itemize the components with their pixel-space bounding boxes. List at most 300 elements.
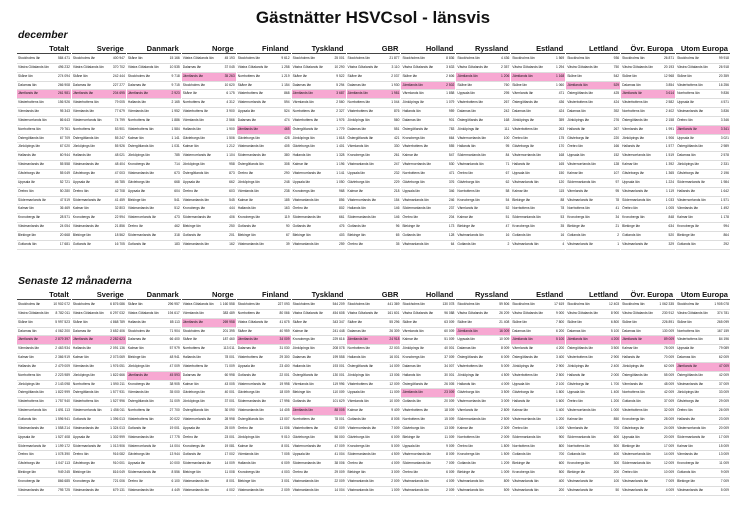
guest-nights-value: 101 629 — [332, 399, 345, 404]
table-row — [292, 451, 346, 460]
table-row — [676, 197, 730, 206]
county-name: Jämtlands län — [72, 91, 94, 96]
county-name: Gävleborgs län — [622, 425, 645, 430]
county-name: Skåne län — [237, 328, 253, 333]
table-row — [511, 126, 565, 135]
guest-nights-value: 96 — [395, 224, 400, 229]
guest-nights-value: 2 578 — [720, 153, 729, 158]
guest-nights-value: 1 906 — [665, 135, 675, 140]
county-name: Hallands län — [677, 188, 696, 193]
table-row — [401, 64, 455, 73]
county-name: Västmanlands län — [237, 144, 264, 149]
county-name: Hallands län — [347, 206, 366, 211]
guest-nights-value: 4 — [562, 241, 565, 246]
county-name: Västmanlands län — [677, 109, 704, 114]
table-column — [511, 44, 565, 250]
county-name: Kalmar län — [457, 215, 474, 220]
guest-nights-value: 19 081 — [224, 443, 235, 448]
guest-nights-value: 604 — [174, 188, 180, 193]
county-name: Gotlands län — [622, 399, 641, 404]
county-name: Stockholms län — [72, 302, 96, 306]
table-column — [182, 44, 236, 250]
county-name: Västernorrlands län — [292, 170, 322, 175]
table-row — [72, 354, 126, 363]
county-name: Blekinge län — [677, 232, 696, 237]
county-name: Värmlands län — [457, 206, 479, 211]
county-name: Gävleborgs län — [347, 179, 370, 184]
county-name: Västra Götalands län — [127, 64, 159, 69]
guest-nights-value: 359 — [558, 117, 565, 122]
county-name: Södermanlands län — [72, 443, 102, 448]
table-row — [237, 319, 291, 328]
guest-nights-value: 560 — [393, 117, 400, 122]
county-name: Kronobergs län — [677, 224, 700, 229]
guest-nights-value: 6 100 — [171, 478, 180, 483]
table-row — [566, 363, 620, 372]
table-row — [237, 117, 291, 126]
guest-nights-value: 1 757 940 — [55, 399, 70, 404]
guest-nights-value: 2 560 — [336, 100, 345, 105]
guest-nights-value: 901 — [448, 117, 455, 122]
county-name: Södermanlands län — [567, 434, 596, 439]
guest-nights-value: 7 800 — [555, 319, 565, 324]
guest-nights-value: 55 558 — [59, 162, 70, 167]
guest-nights-value: 3 009 — [391, 470, 400, 475]
county-name: Västmanlands län — [347, 478, 374, 483]
guest-nights-value: 39 — [285, 241, 290, 246]
guest-nights-value: 168 — [558, 153, 565, 158]
table-row — [292, 372, 346, 381]
guest-nights-value: 100 — [613, 478, 620, 483]
table-row — [401, 345, 455, 354]
guest-nights-value: 2 091 136 — [110, 346, 125, 351]
county-name: Gävleborgs län — [72, 170, 96, 175]
table-row — [17, 108, 71, 117]
guest-nights-value: 8 005 — [391, 416, 400, 421]
county-name: Södermanlands län — [72, 197, 102, 202]
county-name: Jämtlands län — [567, 337, 588, 342]
county-name: Uppsala län — [237, 109, 256, 114]
table-row — [237, 90, 291, 99]
table-row — [292, 469, 346, 478]
guest-nights-value: 10 009 — [663, 470, 675, 475]
table-row — [511, 161, 565, 170]
county-name: Hallands län — [182, 126, 201, 131]
table-row — [292, 117, 346, 126]
guest-nights-value: 795 725 — [58, 487, 70, 492]
table-row — [347, 90, 401, 99]
column-header: Övr. Europa — [621, 290, 675, 300]
guest-nights-value: 201 395 — [222, 328, 235, 333]
table-row — [676, 55, 730, 64]
guest-nights-value: 265 099 — [717, 319, 729, 324]
guest-nights-value: 86 643 — [59, 117, 70, 122]
county-name: Gävleborgs län — [457, 179, 480, 184]
guest-nights-value: 2 158 — [665, 117, 675, 122]
guest-nights-value: 3 500 — [610, 346, 620, 351]
table-row — [566, 82, 620, 91]
table-row — [347, 117, 401, 126]
table-row — [621, 310, 675, 319]
county-name: Västra Götalands län — [237, 319, 269, 324]
county-name: Västmanlands län — [512, 241, 539, 246]
table-row — [511, 451, 565, 460]
table-row — [292, 73, 346, 82]
guest-nights-value: 380 — [284, 153, 290, 158]
guest-nights-value: 1 952 — [171, 109, 180, 114]
county-name: Kronobergs län — [622, 215, 645, 220]
guest-nights-value: 785 — [174, 153, 180, 158]
county-name: Västerbottens län — [18, 399, 44, 404]
county-name: Norrbottens län — [72, 126, 96, 131]
guest-nights-value: 261 981 — [58, 91, 70, 96]
county-name: Örebro län — [18, 188, 34, 193]
county-name: Västra Götalands län — [512, 310, 544, 315]
guest-nights-value: 37 001 — [224, 399, 235, 404]
county-name: Gävleborgs län — [512, 144, 535, 149]
table-row — [566, 232, 620, 241]
guest-nights-value: 802 — [339, 206, 345, 211]
guest-nights-value: 26 209 — [499, 310, 510, 315]
county-name: Jönköpings län — [237, 179, 260, 184]
table-row — [72, 460, 126, 469]
county-name: Skåne län — [127, 56, 143, 60]
table-row — [511, 223, 565, 232]
table-row — [401, 90, 455, 99]
county-name: Jönköpings län — [457, 126, 480, 131]
county-name: Östergötlands län — [292, 372, 319, 377]
table-row — [17, 407, 71, 416]
county-name: Värmlands län — [18, 346, 40, 351]
table-row — [456, 336, 510, 345]
county-name: Västerbottens län — [237, 91, 264, 96]
guest-nights-value: 16 — [560, 232, 565, 237]
table-row — [237, 188, 291, 197]
county-name: Blekinge län — [512, 461, 531, 466]
guest-nights-value: 600 — [613, 434, 620, 439]
guest-nights-value: 1 212 — [226, 144, 235, 149]
county-name: Värmlands län — [677, 206, 699, 211]
table-row — [17, 363, 71, 372]
county-name: Gävleborgs län — [182, 390, 205, 395]
guest-nights-value: 500 — [613, 443, 620, 448]
table-row — [566, 73, 620, 82]
guest-nights-value: 296 957 — [167, 302, 180, 306]
table-row — [237, 126, 291, 135]
county-name: Gotlands län — [677, 470, 696, 475]
guest-nights-value: 3 614 — [665, 91, 675, 96]
county-name: Skåne län — [622, 73, 637, 78]
guest-nights-value: 37 009 — [663, 399, 675, 404]
guest-nights-value: 38 006 — [334, 461, 345, 466]
guest-nights-value: 25 009 — [224, 425, 235, 430]
guest-nights-value: 19 998 — [279, 381, 290, 386]
table-row — [566, 434, 620, 443]
table-row — [511, 90, 565, 99]
county-name: Jönköpings län — [347, 117, 370, 122]
county-name: Blekinge län — [347, 232, 366, 237]
table-row — [456, 55, 510, 64]
county-name: Hallands län — [622, 355, 641, 360]
county-name: Västmanlands län — [622, 487, 649, 492]
table-row — [566, 469, 620, 478]
guest-nights-value: 403 — [339, 232, 345, 237]
guest-nights-value: 2 366 919 — [55, 355, 70, 360]
guest-nights-value: 9 715 — [171, 82, 180, 87]
county-name: Västerbottens län — [182, 363, 209, 368]
guest-nights-value: 79 761 — [59, 126, 70, 131]
table-row — [17, 170, 71, 179]
table-row — [566, 135, 620, 144]
guest-nights-value: 6 297 032 — [110, 310, 125, 315]
table-row — [621, 372, 675, 381]
table-column — [127, 290, 181, 496]
county-name: Västra Götalands län — [677, 310, 708, 315]
county-name: Kalmar län — [72, 206, 89, 211]
guest-nights-value: 346 — [448, 188, 455, 193]
county-name: Värmlands län — [622, 126, 644, 131]
county-name: Kronobergs län — [622, 416, 645, 421]
table-row — [456, 214, 510, 223]
table-row — [237, 328, 291, 337]
guest-nights-value: 1 401 — [336, 144, 345, 149]
county-name: Norrbottens län — [512, 443, 535, 448]
county-name: Jämtlands län — [622, 91, 643, 96]
table-12-months — [17, 290, 730, 496]
table-row — [676, 223, 730, 232]
guest-nights-value: 47 — [505, 224, 510, 229]
guest-nights-value: 318 — [174, 232, 180, 237]
county-name: Uppsala län — [567, 390, 585, 395]
guest-nights-value: 55 296 — [389, 319, 400, 324]
table-row — [237, 170, 291, 179]
table-row — [292, 425, 346, 434]
guest-nights-value: 1 050 — [336, 179, 345, 184]
guest-nights-value: 330 — [393, 144, 400, 149]
table-row — [347, 363, 401, 372]
county-name: Uppsala län — [567, 153, 585, 158]
guest-nights-value: 38 905 — [169, 381, 180, 386]
county-name: Västerbottens län — [457, 100, 484, 105]
county-name: Kalmar län — [347, 408, 364, 413]
county-name: Örebro län — [127, 224, 144, 229]
guest-nights-value: 29 300 — [279, 355, 290, 360]
table-row — [511, 398, 565, 407]
county-name: Östergötlands län — [237, 416, 264, 421]
table-row — [182, 241, 236, 250]
table-row — [676, 188, 730, 197]
table-row — [17, 197, 71, 206]
guest-nights-value: 146 — [393, 215, 400, 220]
county-name: Uppsala län — [18, 434, 36, 439]
county-name: Västmanlands län — [127, 170, 155, 175]
table-row — [566, 301, 620, 310]
county-name: Skåne län — [512, 319, 527, 324]
county-name: Västernorrlands län — [567, 408, 596, 413]
table-row — [127, 55, 181, 64]
county-name: Blekinge län — [237, 478, 256, 483]
table-row — [237, 179, 291, 188]
guest-nights-value: 1 976 — [336, 117, 345, 122]
county-name: Jönköpings län — [622, 363, 645, 368]
table-row — [566, 143, 620, 152]
table-row — [456, 152, 510, 161]
table-row — [511, 389, 565, 398]
table-row — [676, 381, 730, 390]
guest-nights-value: 10 290 — [334, 64, 345, 69]
column-header: Danmark — [127, 290, 181, 300]
column-header: Sverige — [72, 290, 126, 300]
county-name: Västerbottens län — [567, 100, 593, 105]
guest-nights-value: 10 535 — [169, 64, 180, 69]
guest-nights-value: 14 004 — [169, 443, 180, 448]
table-row — [621, 73, 675, 82]
county-name: Värmlands län — [567, 188, 589, 193]
guest-nights-value: 673 — [174, 170, 180, 175]
county-name: Västerbottens län — [18, 100, 44, 105]
county-name: Jämtlands län — [512, 337, 533, 342]
guest-nights-value: 1 009 — [391, 487, 400, 492]
table-row — [17, 398, 71, 407]
guest-nights-value: 2 009 — [501, 434, 510, 439]
guest-nights-value: 30 001 — [444, 372, 455, 377]
guest-nights-value: 42 009 — [718, 372, 729, 377]
county-name: Hallands län — [457, 144, 476, 149]
county-name: Gotlands län — [292, 224, 312, 229]
guest-nights-value: 2 009 — [391, 478, 400, 483]
table-row — [401, 469, 455, 478]
guest-nights-value: 79 089 — [718, 346, 729, 351]
guest-nights-value: 60 009 — [444, 328, 455, 333]
county-name: Blekinge län — [567, 224, 586, 229]
county-name: Skåne län — [402, 319, 418, 324]
guest-nights-value: 60 998 — [224, 372, 235, 377]
table-row — [401, 434, 455, 443]
column-header: Holland — [401, 290, 455, 300]
table-row — [566, 398, 620, 407]
guest-nights-value: 204 — [448, 215, 455, 220]
county-name: Södermanlands län — [292, 215, 322, 220]
table-row — [676, 117, 730, 126]
table-row — [456, 345, 510, 354]
table-row — [511, 319, 565, 328]
column-header: Norge — [182, 290, 236, 300]
county-name: Kronobergs län — [347, 153, 370, 158]
table-row — [676, 478, 730, 487]
table-row — [566, 179, 620, 188]
county-name: Östergötlands län — [512, 355, 539, 360]
county-name: Örebro län — [457, 443, 473, 448]
county-name: Kalmar län — [512, 408, 529, 413]
table-row — [401, 126, 455, 135]
table-row — [127, 451, 181, 460]
county-name: Jönköpings län — [402, 100, 425, 105]
table-row — [237, 398, 291, 407]
county-name: Skåne län — [677, 319, 692, 324]
guest-nights-value: 866 685 — [58, 478, 70, 483]
guest-nights-value: 1 527 996 — [110, 399, 125, 404]
table-row — [511, 487, 565, 496]
table-row — [72, 328, 126, 337]
table-row — [72, 161, 126, 170]
table-row — [182, 143, 236, 152]
county-name: Hallands län — [237, 461, 256, 466]
table-row — [401, 478, 455, 487]
county-name: Västerbottens län — [457, 363, 484, 368]
column-header: Ryssland — [456, 290, 510, 300]
guest-nights-value: 16 — [505, 232, 510, 237]
guest-nights-value: 37 009 — [718, 381, 729, 386]
table-row — [566, 354, 620, 363]
county-name: Hallands län — [72, 153, 92, 158]
guest-nights-value: 406 — [229, 215, 235, 220]
guest-nights-value: 3 652 406 — [110, 328, 125, 333]
guest-nights-value: 800 — [558, 443, 565, 448]
table-row — [401, 232, 455, 241]
county-name: Skåne län — [347, 73, 363, 78]
table-row — [401, 143, 455, 152]
table-row — [72, 319, 126, 328]
county-name: Dalarnas län — [622, 328, 641, 333]
table-row — [17, 214, 71, 223]
table-row — [347, 478, 401, 487]
county-name: Jämtlands län — [18, 337, 39, 342]
table-row — [17, 319, 71, 328]
table-row — [401, 99, 455, 108]
county-name: Västernorrlands län — [347, 425, 377, 430]
table-row — [621, 205, 675, 214]
county-name: Gävleborgs län — [512, 390, 535, 395]
table-row — [347, 64, 401, 73]
guest-nights-value: 22 009 — [334, 478, 345, 483]
guest-nights-value: 1 886 — [171, 117, 180, 122]
county-name: Kronobergs län — [237, 215, 261, 220]
county-name: Gotlands län — [237, 372, 257, 377]
county-name: Blekinge län — [182, 224, 201, 229]
table-row — [621, 161, 675, 170]
county-name: Kalmar län — [127, 135, 144, 140]
table-row — [182, 55, 236, 64]
table-row — [621, 188, 675, 197]
table-column — [72, 290, 126, 496]
table-row — [456, 108, 510, 117]
guest-nights-value: 146 — [393, 206, 400, 211]
table-row — [237, 232, 291, 241]
county-name: Gävleborgs län — [127, 179, 151, 184]
guest-nights-value: 864 — [723, 232, 729, 237]
table-row — [676, 345, 730, 354]
guest-nights-value: 50 280 — [59, 188, 70, 193]
table-row — [17, 179, 71, 188]
guest-nights-value: 2 402 — [665, 109, 675, 114]
table-row — [347, 469, 401, 478]
table-row — [182, 354, 236, 363]
county-name: Blekinge län — [237, 232, 256, 237]
guest-nights-value: 603 — [229, 188, 235, 193]
table-column — [621, 44, 675, 250]
table-row — [72, 487, 126, 496]
table-row — [347, 425, 401, 434]
table-row — [347, 389, 401, 398]
county-name: Gotlands län — [237, 224, 257, 229]
table-row — [237, 64, 291, 73]
table-row — [511, 214, 565, 223]
county-name: Jönköpings län — [18, 144, 40, 149]
table-row — [127, 241, 181, 250]
guest-nights-value: 47 009 — [718, 363, 729, 368]
table-row — [72, 336, 126, 345]
county-name: Jönköpings län — [622, 135, 645, 140]
